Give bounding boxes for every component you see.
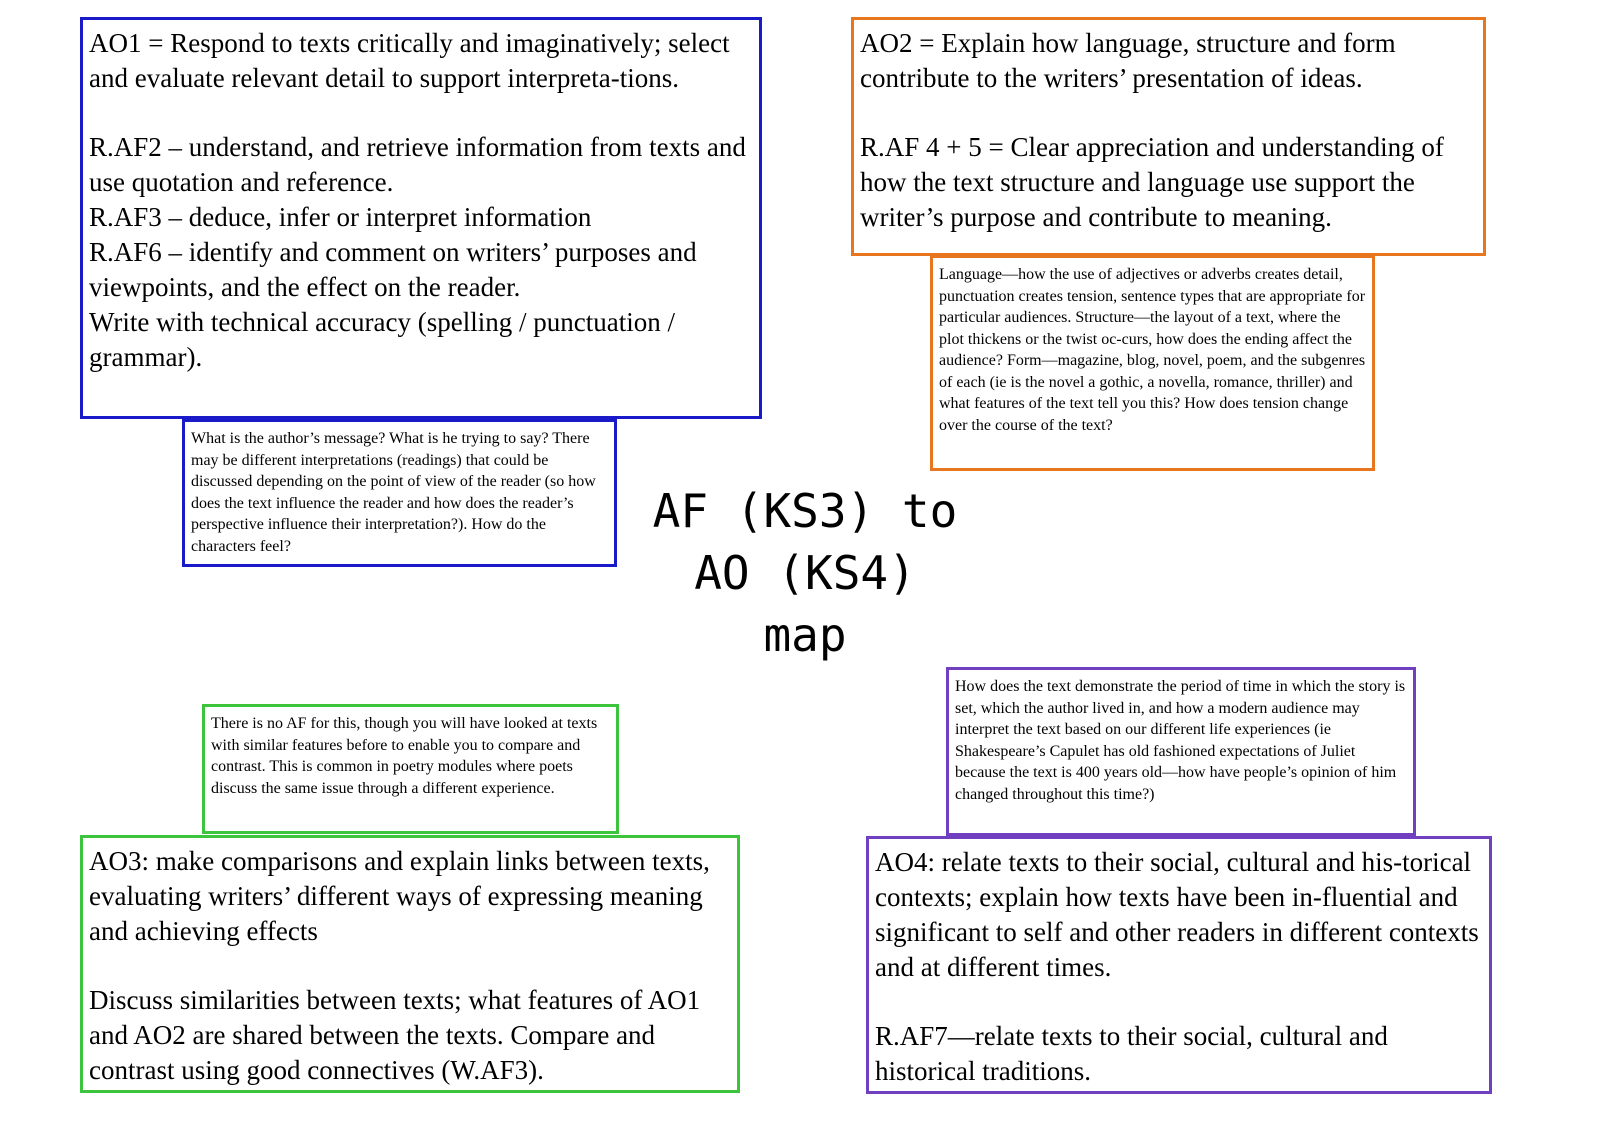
ao1-heading: AO1 = Respond to texts critically and imaginatively; select and evaluate relevant detail to support interpreta-tions.	[89, 28, 730, 93]
ao1-box	[80, 17, 762, 419]
title-line-3: map	[763, 608, 847, 662]
ao4-note-text: How does the text demonstrate the period of time in which the story is set, which the author lived in, and how a modern audience may interpret the text based on our different life experiences (ie Shakespeare’s Capulet has old fashioned expectations of Juliet because the text is 400 years old—how have people’s opinion of him changed throughout this time?)	[955, 678, 1406, 803]
ao3-heading: AO3: make comparisons and explain links between texts, evaluating writers’ different ways of expressing meaning and achieving effects	[89, 846, 710, 946]
ao2-box	[851, 17, 1486, 256]
ao1-af3: R.AF3 – deduce, infer or interpret information	[89, 202, 592, 232]
ao2-af45: R.AF 4 + 5 = Clear appreciation and understanding of how the text structure and language use support the writer’s purpose and contribute to meaning.	[860, 132, 1444, 232]
ao1-note-box	[182, 419, 617, 567]
title-line-2: AO (KS4)	[694, 546, 916, 600]
ao1-accuracy: Write with technical accuracy (spelling / punctuation / grammar).	[89, 307, 675, 372]
ao2-note-box	[930, 255, 1375, 471]
ao1-note-text: What is the author’s message? What is he trying to say? There may be different interpretations (readings) that could be discussed depending on the point of view of the reader (so how does the text influence the reader and how does the reader’s perspective influence their interpretation?). How do the characters feel?	[191, 430, 596, 555]
ao1-af2: R.AF2 – understand, and retrieve information from texts and use quotation and reference.	[89, 132, 746, 197]
ao3-note-text: There is no AF for this, though you will have looked at texts with similar features before to enable you to compare and contrast. This is common in poetry modules where poets discuss the same issue through a different experience.	[211, 715, 598, 797]
ao3-note-box	[202, 704, 619, 834]
ao4-box	[866, 836, 1492, 1094]
ao3-discuss: Discuss similarities between texts; what features of AO1 and AO2 are shared between the texts. Compare and contrast using good connectives (W.AF3).	[89, 985, 701, 1085]
title-line-1: AF (KS3) to	[652, 484, 958, 538]
ao1-af6: R.AF6 – identify and comment on writers’ purposes and viewpoints, and the effect on the reader.	[89, 237, 697, 302]
ao4-heading: AO4: relate texts to their social, cultural and his-torical contexts; explain how texts have been in-fluential and significant to self and other readers in different contexts and at different times.	[875, 847, 1479, 982]
ao4-note-box	[946, 667, 1416, 836]
ao2-heading: AO2 = Explain how language, structure and form contribute to the writers’ presentation of ideas.	[860, 28, 1396, 93]
ao2-note-text: Language—how the use of adjectives or adverbs creates detail, punctuation creates tension, sentence types that are appropriate for particular audiences. Structure—the layout of a text, where the plot thickens or the twist oc-curs, how does the ending affect the audience? Form—magazine, blog, novel, poem, and the subgenres of each (ie is the novel a gothic, a novella, romance, thriller) and what features of the text tell you this? How does tension change over the course of the text?	[939, 266, 1366, 434]
page-title	[640, 480, 970, 666]
ao3-box	[80, 835, 740, 1093]
ao4-af7: R.AF7—relate texts to their social, cultural and historical traditions.	[875, 1021, 1388, 1086]
